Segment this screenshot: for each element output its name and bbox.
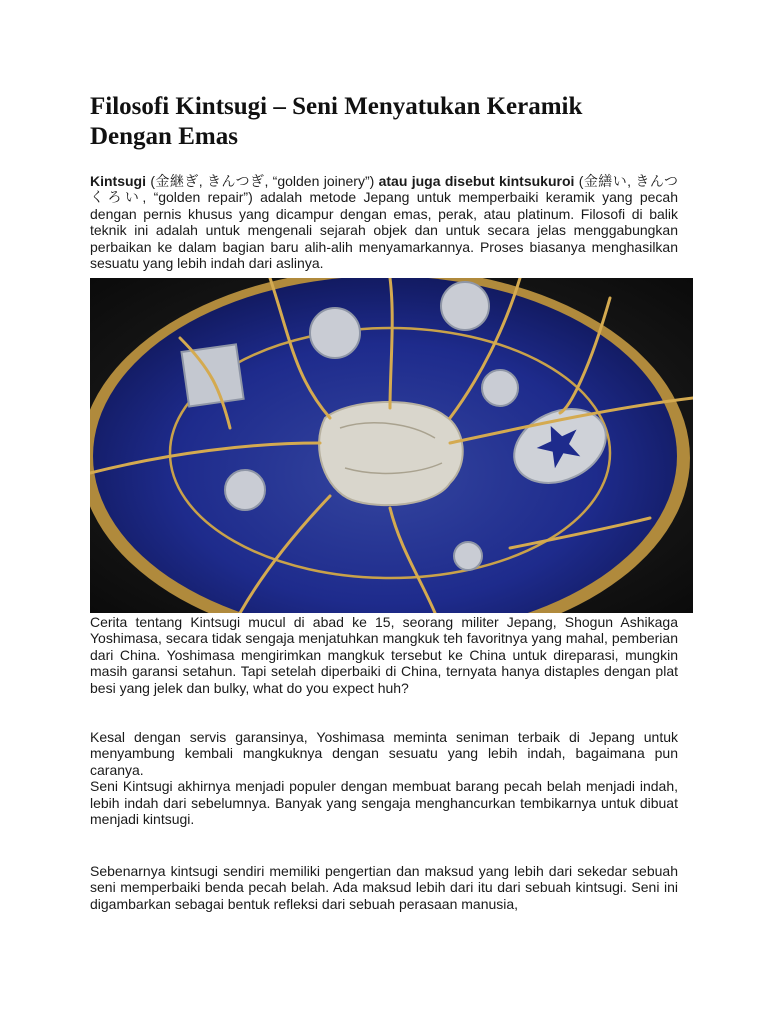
alt-term-gloss: (金繕い, きんつくろい, “golden repair”) (90, 173, 678, 206)
title-line-1: Filosofi Kintsugi – Seni Menyatukan Keramik (90, 93, 583, 120)
top-medallion (310, 308, 360, 358)
term-gloss: (金継ぎ, きんつぎ, “golden joinery”) (146, 173, 379, 189)
bottom-small-medallion (454, 542, 482, 570)
left-square-medallion (182, 344, 244, 406)
intro-paragraph (90, 173, 678, 271)
article-title (90, 92, 690, 152)
paragraph-warranty-part1: Kesal dengan servis garansinya, Yoshimasa meminta seniman terbaik di Jepang untuk menyambung kembali mangkuknya dengan sesuatu yang lebih indah, bagaimana pun caranya. (90, 729, 678, 778)
term-kintsugi: Kintsugi (90, 173, 146, 189)
paragraph-history: Cerita tentang Kintsugi mucul di abad ke 15, seorang militer Jepang, Shogun Ashikaga Yoshimasa, secara tidak sengaja menjatuhkan mangkuk teh favoritnya yang mahal, pemberian dari China. Yoshimasa mengirimkan mangkuk tersebut ke China untuk direparasi, mungkin masih garansi setahun. Tapi setelah diperbaiki di China, ternyata hanya distaples dengan plat besi yang jelek dan bulky, what do you expect huh? (90, 614, 678, 696)
paragraph-meaning: Sebenarnya kintsugi sendiri memiliki pengertian dan maksud yang lebih dari sekedar sebuah seni memperbaiki benda pecah belah. Ada maksud lebih dari itu dari sebuah kintsugi. Seni ini digambarkan sebagai bentuk refleksi dari sebuah perasaan manusia, (90, 863, 678, 912)
paragraph-warranty-part2: Seni Kintsugi akhirnya menjadi populer dengan membuat barang pecah belah menjadi indah, lebih indah dari sebelumnya. Banyak yang sengaja menghancurkan tembikarnya untuk dibuat menjadi kintsugi. (90, 778, 678, 828)
intro-rest: adalah metode Jepang untuk memperbaiki keramik yang pecah dengan pernis khusus yang dicampur dengan emas, perak, atau platinum. Filosofi di balik teknik ini adalah untuk mengenali sejarah objek dan untuk secara jelas menggabungkan perbaikan ke dalam bagian baru alih-alih menyamarkannya. Proses biasanya menghasilkan sesuatu yang lebih indah dari aslinya. (90, 189, 678, 272)
title-line-2: Dengan Emas (90, 123, 238, 150)
left-small-medallion (225, 470, 265, 510)
top-right-medallion (441, 282, 489, 330)
center-motif (319, 402, 463, 505)
kintsugi-bowl-photo (90, 278, 693, 613)
alt-term-phrase: atau juga disebut kintsukuroi (378, 173, 575, 189)
bowl-illustration (90, 278, 693, 613)
paragraph-warranty (90, 729, 678, 827)
right-small-medallion (482, 370, 518, 406)
